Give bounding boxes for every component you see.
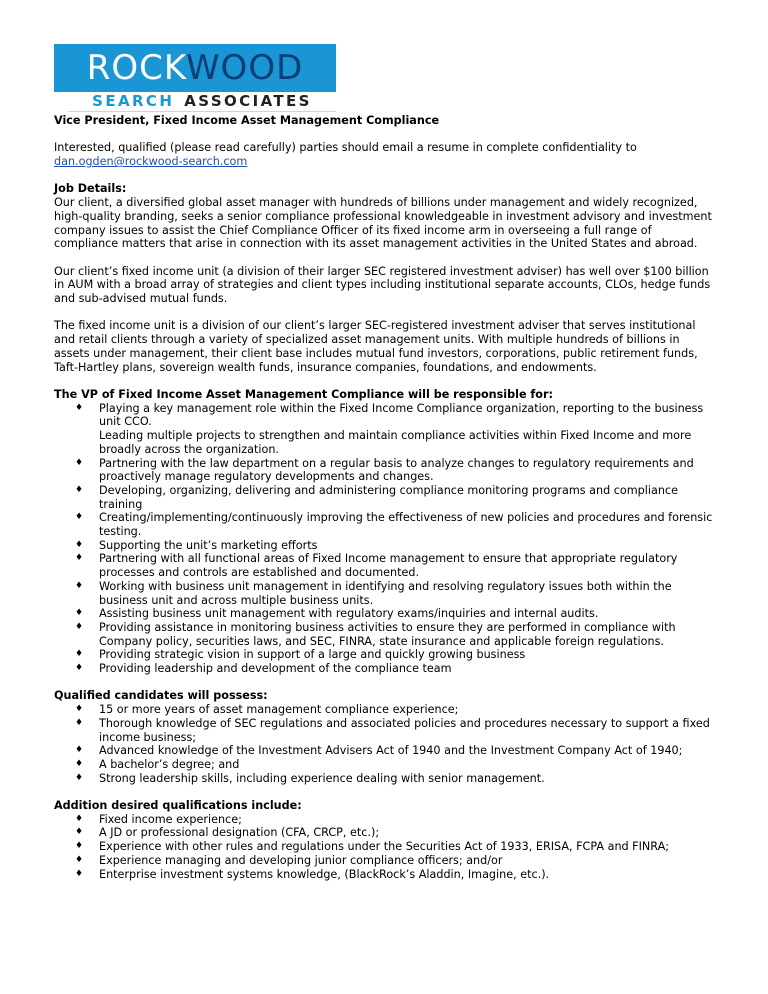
list-item bbox=[54, 744, 716, 758]
rockwood-logo bbox=[54, 44, 336, 112]
job-details-heading: Job Details: bbox=[54, 182, 127, 196]
additional-qualifications-heading: Addition desired qualifications include: bbox=[54, 799, 302, 813]
diamond-bullet-icon: ♦ bbox=[75, 608, 84, 619]
list-item bbox=[54, 484, 716, 511]
list-item bbox=[54, 840, 716, 854]
logo-word-search: SEARCH bbox=[92, 92, 175, 110]
list-item bbox=[54, 854, 716, 868]
list-item-text: Advanced knowledge of the Investment Advisers Act of 1940 and the Investment Company Act of 1940; bbox=[99, 744, 683, 758]
logo-word-rock: ROCK bbox=[86, 48, 186, 88]
diamond-bullet-icon: ♦ bbox=[75, 621, 84, 632]
list-item-text: A JD or professional designation (CFA, CRCP, etc.); bbox=[99, 826, 380, 840]
list-item-text: Partnering with all functional areas of Fixed Income management to ensure that appropriate regulatory processes and controls are established and documented. bbox=[99, 552, 678, 580]
list-item bbox=[54, 717, 716, 744]
list-item-text: 15 or more years of asset management compliance experience; bbox=[99, 703, 459, 717]
diamond-bullet-icon: ♦ bbox=[75, 553, 84, 564]
list-item bbox=[54, 607, 716, 621]
list-item-text: Playing a key management role within the Fixed Income Compliance organization, reporting to the business unit CCO. bbox=[99, 401, 704, 429]
list-item-text: Developing, organizing, delivering and administering compliance monitoring programs and compliance training bbox=[99, 483, 678, 511]
diamond-bullet-icon: ♦ bbox=[75, 512, 84, 523]
diamond-bullet-icon: ♦ bbox=[75, 868, 84, 879]
qualifications-heading: Qualified candidates will possess: bbox=[54, 689, 268, 703]
list-item bbox=[54, 758, 716, 772]
list-item bbox=[54, 772, 716, 786]
diamond-bullet-icon: ♦ bbox=[75, 758, 84, 769]
list-item-text: Strong leadership skills, including experience dealing with senior management. bbox=[99, 771, 545, 785]
list-item-text: Experience with other rules and regulations under the Securities Act of 1933, ERISA, FCPA and FINRA; bbox=[99, 840, 670, 854]
list-item-text: Working with business unit management in identifying and resolving regulatory issues both within the business unit and across multiple business units. bbox=[99, 579, 672, 607]
list-item-text: Supporting the unit’s marketing efforts bbox=[99, 538, 318, 552]
diamond-bullet-icon: ♦ bbox=[75, 772, 84, 783]
email-link[interactable]: dan.ogden@rockwood-search.com bbox=[54, 155, 248, 169]
additional-qualifications-list bbox=[54, 813, 716, 882]
diamond-bullet-icon: ♦ bbox=[75, 854, 84, 865]
logo-wordmark bbox=[86, 48, 304, 88]
list-item-text: Providing leadership and development of the compliance team bbox=[99, 662, 452, 676]
diamond-bullet-icon: ♦ bbox=[75, 484, 84, 495]
list-item-text: A bachelor’s degree; and bbox=[99, 757, 240, 771]
list-item bbox=[54, 580, 716, 607]
list-item bbox=[54, 539, 716, 553]
list-item-text: Experience managing and developing junior compliance officers; and/or bbox=[99, 853, 503, 867]
list-item-text: Assisting business unit management with regulatory exams/inquiries and internal audits. bbox=[99, 607, 599, 621]
diamond-bullet-icon: ♦ bbox=[75, 717, 84, 728]
list-item-text: Creating/implementing/continuously improving the effectiveness of new policies and procedures and forensic testing. bbox=[99, 511, 713, 539]
diamond-bullet-icon: ♦ bbox=[75, 745, 84, 756]
list-item-text: Enterprise investment systems knowledge, (BlackRock’s Aladdin, Imagine, etc.). bbox=[99, 867, 550, 881]
list-item bbox=[54, 662, 716, 676]
responsibilities-heading: The VP of Fixed Income Asset Management Compliance will be responsible for: bbox=[54, 387, 553, 401]
diamond-bullet-icon: ♦ bbox=[75, 841, 84, 852]
list-item bbox=[54, 552, 716, 579]
list-item-text: Providing strategic vision in support of a large and quickly growing business bbox=[99, 648, 526, 662]
list-item-text: Thorough knowledge of SEC regulations and associated policies and procedures necessary to support a fixed income business; bbox=[99, 716, 710, 744]
logo-word-associates: ASSOCIATES bbox=[184, 92, 312, 110]
intro-paragraph bbox=[54, 141, 716, 168]
job-details-paragraph-3: The fixed income unit is a division of our client’s larger SEC-registered investment adviser that serves institutional and retail clients through a variety of specialized asset management units. With multiple hundreds of billions in assets under management, their client base includes mutual fund investors, corporations, public retirement funds, Taft-Hartley plans, sovereign wealth funds, insurance companies, foundations, and endowments. bbox=[54, 319, 698, 374]
logo-subline bbox=[68, 92, 336, 110]
list-item bbox=[54, 648, 716, 662]
diamond-bullet-icon: ♦ bbox=[75, 663, 84, 674]
logo-banner bbox=[54, 44, 336, 92]
logo-divider bbox=[68, 111, 336, 112]
list-item bbox=[54, 511, 716, 538]
diamond-bullet-icon: ♦ bbox=[75, 402, 84, 413]
list-item bbox=[54, 703, 716, 717]
list-item-subtext: Leading multiple projects to strengthen and maintain compliance activities within Fixed Income and more broadly across the organization. bbox=[99, 429, 692, 456]
list-item-text: Fixed income experience; bbox=[99, 812, 242, 826]
diamond-bullet-icon: ♦ bbox=[75, 813, 84, 824]
diamond-bullet-icon: ♦ bbox=[75, 649, 84, 660]
qualifications-list bbox=[54, 703, 716, 785]
job-details-paragraph-2: Our client’s fixed income unit (a division of their larger SEC registered investment adviser) has well over $100 billion in AUM with a broad array of strategies and client types including institutional separate accounts, CLOs, hedge funds and sub-advised mutual funds. bbox=[54, 264, 711, 306]
list-item-text: Partnering with the law department on a regular basis to analyze changes to regulatory requirements and proactively manage regulatory developments and changes. bbox=[99, 456, 694, 484]
intro-text: Interested, qualified (please read carefully) parties should email a resume in complete confidentiality to bbox=[54, 141, 637, 155]
diamond-bullet-icon: ♦ bbox=[75, 539, 84, 550]
list-item bbox=[54, 621, 716, 648]
diamond-bullet-icon: ♦ bbox=[75, 827, 84, 838]
list-item bbox=[54, 868, 716, 882]
diamond-bullet-icon: ♦ bbox=[75, 457, 84, 468]
list-item-text: Providing assistance in monitoring business activities to ensure they are performed in compliance with Company policy, securities laws, and SEC, FINRA, state insurance and applicable foreign regulations. bbox=[99, 620, 676, 648]
document-body bbox=[54, 114, 716, 895]
job-title: Vice President, Fixed Income Asset Management Compliance bbox=[54, 114, 440, 127]
job-details-paragraph-1: Our client, a diversified global asset manager with hundreds of billions under management and widely recognized, high-quality branding, seeks a senior compliance professional knowledgeable in investment advisory and investment company issues to assist the Chief Compliance Officer of its fixed income arm in overseeing a full range of compliance matters that arise in connection with its asset management activities in the United States and abroad. bbox=[54, 196, 712, 251]
responsibilities-list bbox=[54, 402, 716, 676]
diamond-bullet-icon: ♦ bbox=[75, 704, 84, 715]
diamond-bullet-icon: ♦ bbox=[75, 580, 84, 591]
list-item bbox=[54, 457, 716, 484]
list-item bbox=[54, 813, 716, 827]
list-item bbox=[54, 826, 716, 840]
list-item bbox=[54, 402, 716, 457]
logo-word-wood: WOOD bbox=[185, 48, 304, 88]
